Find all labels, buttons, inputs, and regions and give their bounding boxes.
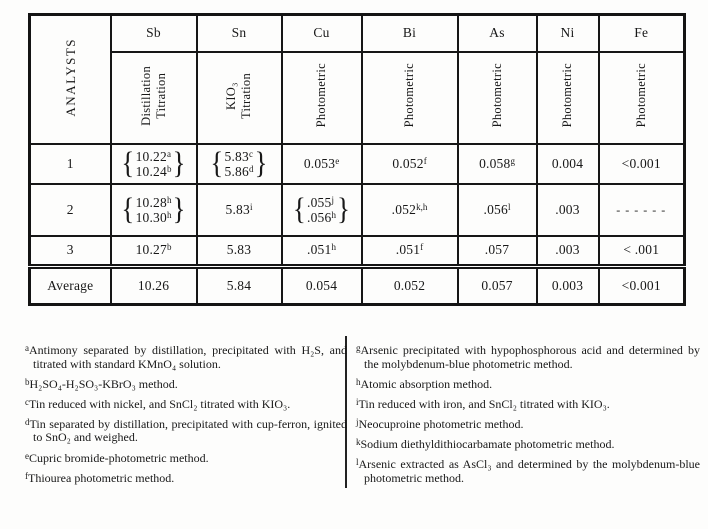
cell-value: 0.052$^f$ <box>392 155 427 171</box>
cell-value: .051$^f$ <box>395 242 424 258</box>
column-header-bi <box>362 15 458 52</box>
row-label: Average <box>30 267 111 305</box>
cell-value: 5.83 <box>226 242 252 258</box>
superscript-marker: i <box>249 201 253 212</box>
footnote-text: Thiourea photometric method. <box>28 470 175 485</box>
table-cell <box>111 236 197 267</box>
column-header-sb <box>111 15 197 52</box>
table-cell <box>362 184 458 236</box>
cell-value: .057 <box>484 242 510 258</box>
table-cell <box>599 267 685 305</box>
footnote-h <box>356 378 700 392</box>
cell-value: 0.003 <box>551 278 584 293</box>
left-brace: { <box>121 146 135 180</box>
table-cell <box>599 184 685 236</box>
footnote-marker: k <box>356 436 361 447</box>
footnote-marker: f <box>25 470 28 481</box>
table-cell <box>197 236 282 267</box>
right-brace: } <box>336 192 351 226</box>
method-header-bi <box>362 52 458 144</box>
superscript-marker: b <box>166 163 172 174</box>
left-brace: { <box>210 146 224 180</box>
method-header-as <box>458 52 537 144</box>
row-label: 3 <box>30 236 111 267</box>
table-cell <box>537 267 599 305</box>
superscript-marker: a <box>166 148 171 159</box>
table-row <box>30 236 685 267</box>
element-symbol: Bi <box>402 25 417 41</box>
cell-value: 10.26 <box>137 278 170 293</box>
superscript-marker: f <box>423 155 427 166</box>
table-cell <box>362 267 458 305</box>
table-row-average <box>30 267 685 305</box>
footnote-text: Antimony separated by distillation, precipitated with H₂S, and titrated with standard KMnO₄ solution. <box>29 343 347 371</box>
footnote-d <box>25 418 347 445</box>
element-symbol: As <box>489 25 505 41</box>
method-header-ni <box>537 52 599 144</box>
element-symbol: Cu <box>313 25 330 41</box>
footnote-marker: a <box>25 343 29 353</box>
cell-value: .055$^j$ <box>307 194 334 210</box>
superscript-marker: j <box>331 194 334 205</box>
cell-value: 0.052 <box>393 278 426 293</box>
cell-value: 0.057 <box>481 278 513 293</box>
superscript-marker: c <box>248 148 253 159</box>
braced-value-pair <box>292 194 351 225</box>
superscript-marker: e <box>335 155 340 166</box>
right-brace: } <box>172 146 186 180</box>
method-label: Distillation Titration <box>138 65 168 126</box>
footnote-j <box>356 418 700 432</box>
method-header-fe <box>599 52 685 144</box>
braced-value-pair <box>209 148 268 179</box>
table-cell <box>537 236 599 267</box>
table-cell <box>362 236 458 267</box>
table-cell <box>537 184 599 236</box>
table-cell <box>282 267 362 305</box>
cell-value: 10.22$^a$ <box>135 148 171 164</box>
footnote-k <box>356 438 700 452</box>
table-cell <box>599 144 685 184</box>
method-label: Photometric <box>314 63 328 128</box>
column-header-cu <box>282 15 362 52</box>
method-label: KIO₃ Titration <box>224 72 253 119</box>
footnote-text: Atomic absorption method. <box>360 376 493 391</box>
table-cell <box>458 267 537 305</box>
cell-value: <0.001 <box>621 278 661 293</box>
cell-value: 5.83$^c$ <box>224 148 253 164</box>
cell-value: 5.84 <box>226 278 252 293</box>
superscript-marker: f <box>420 242 424 253</box>
cell-value: .003 <box>555 201 580 217</box>
cell-value: 10.28$^h$ <box>135 194 172 210</box>
method-label: Photometric <box>489 63 504 128</box>
footnote-text: Tin separated by distillation, precipitated with cup-ferron, ignited to SnO₂ and weighed. <box>29 416 347 445</box>
cell-value: 5.86$^d$ <box>224 163 254 179</box>
method-header-sn <box>197 52 282 144</box>
analysts-label: ANALYSTS <box>62 37 78 117</box>
superscript-marker: b <box>166 242 172 253</box>
footnotes-right-column <box>356 344 700 492</box>
superscript-marker: l <box>507 201 511 212</box>
table-cell <box>282 144 362 184</box>
footnote-marker: c <box>25 396 29 407</box>
footnote-marker: j <box>356 416 359 427</box>
footnote-text: Tin reduced with nickel, and SnCl₂ titrated with KIO₃. <box>29 396 291 411</box>
cell-value: .051$^h$ <box>307 242 336 258</box>
cell-value: <0.001 <box>621 155 661 171</box>
table-cell <box>458 236 537 267</box>
row-label: 2 <box>30 184 111 236</box>
column-header-sn <box>197 15 282 52</box>
superscript-marker: h <box>331 242 336 253</box>
value-stack <box>225 149 254 179</box>
footnote-marker: l <box>356 457 359 468</box>
footnote-marker: h <box>356 376 361 387</box>
element-symbol: Sb <box>146 25 161 41</box>
table-cell <box>362 144 458 184</box>
footnote-l <box>356 458 700 485</box>
element-symbol: Fe <box>634 25 649 41</box>
footnote-text: Neocuproine photometric method. <box>358 416 524 431</box>
footnote-marker: b <box>25 376 30 387</box>
cell-value: 10.27$^b$ <box>135 242 172 258</box>
cell-value: 10.30$^h$ <box>135 209 172 225</box>
table-cell <box>537 144 599 184</box>
analysts-header-cell <box>30 15 111 144</box>
footnotes-left-column <box>25 344 347 492</box>
footnote-g <box>356 344 700 371</box>
table-cell <box>197 144 282 184</box>
footnote-c <box>25 398 347 412</box>
results-table <box>28 13 686 306</box>
table-cell <box>111 144 197 184</box>
table-cell <box>458 184 537 236</box>
superscript-marker: g <box>510 155 515 166</box>
column-header-ni <box>537 15 599 52</box>
row-label: 1 <box>30 144 111 184</box>
element-symbol: Ni <box>560 25 575 41</box>
cell-value: < .001 <box>623 242 660 258</box>
braced-value-pair <box>120 148 186 179</box>
table-cell <box>458 144 537 184</box>
left-brace: { <box>292 192 307 226</box>
table-cell <box>111 267 197 305</box>
method-label: Photometric <box>402 63 416 128</box>
cell-value: .052$^{k,h}$ <box>391 201 428 217</box>
footnote-text: Cupric bromide-photometric method. <box>29 450 209 465</box>
cell-value: .056$^h$ <box>307 209 336 225</box>
cell-value: 0.058$^g$ <box>479 155 515 171</box>
footnote-f <box>25 472 347 486</box>
table-cell <box>282 236 362 267</box>
footnote-marker: d <box>25 416 30 427</box>
left-brace: { <box>121 192 135 226</box>
footnote-marker: e <box>25 450 29 461</box>
cell-value: .003 <box>555 242 580 258</box>
cell-value: .056$^l$ <box>483 201 511 217</box>
method-label: Photometric <box>560 63 574 128</box>
footnote-text: H₂SO₄-H₂SO₃-KBrO₃ method. <box>29 376 178 391</box>
element-symbol: Sn <box>231 25 247 41</box>
footnote-a <box>25 344 347 371</box>
method-label: Photometric <box>633 63 648 128</box>
table-row <box>30 144 685 184</box>
footnote-i <box>356 398 700 412</box>
column-header-as <box>458 15 537 52</box>
cell-value: - - - - - - <box>616 202 667 217</box>
superscript-marker: h <box>166 209 172 220</box>
cell-value: 0.054 <box>305 278 338 293</box>
value-stack <box>136 149 172 179</box>
column-header-fe <box>599 15 685 52</box>
method-header-cu <box>282 52 362 144</box>
table-row <box>30 184 685 236</box>
braced-value-pair <box>120 194 186 225</box>
cell-value: 5.83$^i$ <box>225 201 253 217</box>
table-cell <box>111 184 197 236</box>
table-cell <box>197 184 282 236</box>
footnote-text: Arsenic extracted as AsCl₃ and determined by the molybdenum-blue photometric method. <box>358 457 700 485</box>
footnote-e <box>25 452 347 466</box>
cell-value: 0.053e <box>303 155 340 171</box>
value-stack <box>307 195 336 225</box>
footnote-marker: i <box>356 396 359 407</box>
footnote-marker: g <box>356 343 361 353</box>
right-brace: } <box>172 192 186 226</box>
footnote-text: Sodium diethyldithiocarbamate photometric method. <box>360 436 615 451</box>
footnote-b <box>25 378 347 392</box>
method-header-sb <box>111 52 197 144</box>
footnote-text: Tin reduced with iron, and SnCl₂ titrated with KIO₃. <box>358 396 610 411</box>
right-brace: } <box>254 146 268 180</box>
cell-value: 10.24$^b$ <box>135 163 172 179</box>
superscript-marker: h <box>331 209 336 220</box>
table-cell <box>599 236 685 267</box>
value-stack <box>136 195 172 225</box>
table-cell <box>197 267 282 305</box>
table-cell <box>282 184 362 236</box>
superscript-marker: h <box>166 194 172 205</box>
cell-value: 0.004 <box>551 155 584 171</box>
superscript-marker: d <box>248 163 254 174</box>
footnote-text: Arsenic precipitated with hypophosphorous acid and determined by the molybdenum-blue photometric method. <box>360 343 700 371</box>
superscript-marker: k,h <box>416 201 428 212</box>
